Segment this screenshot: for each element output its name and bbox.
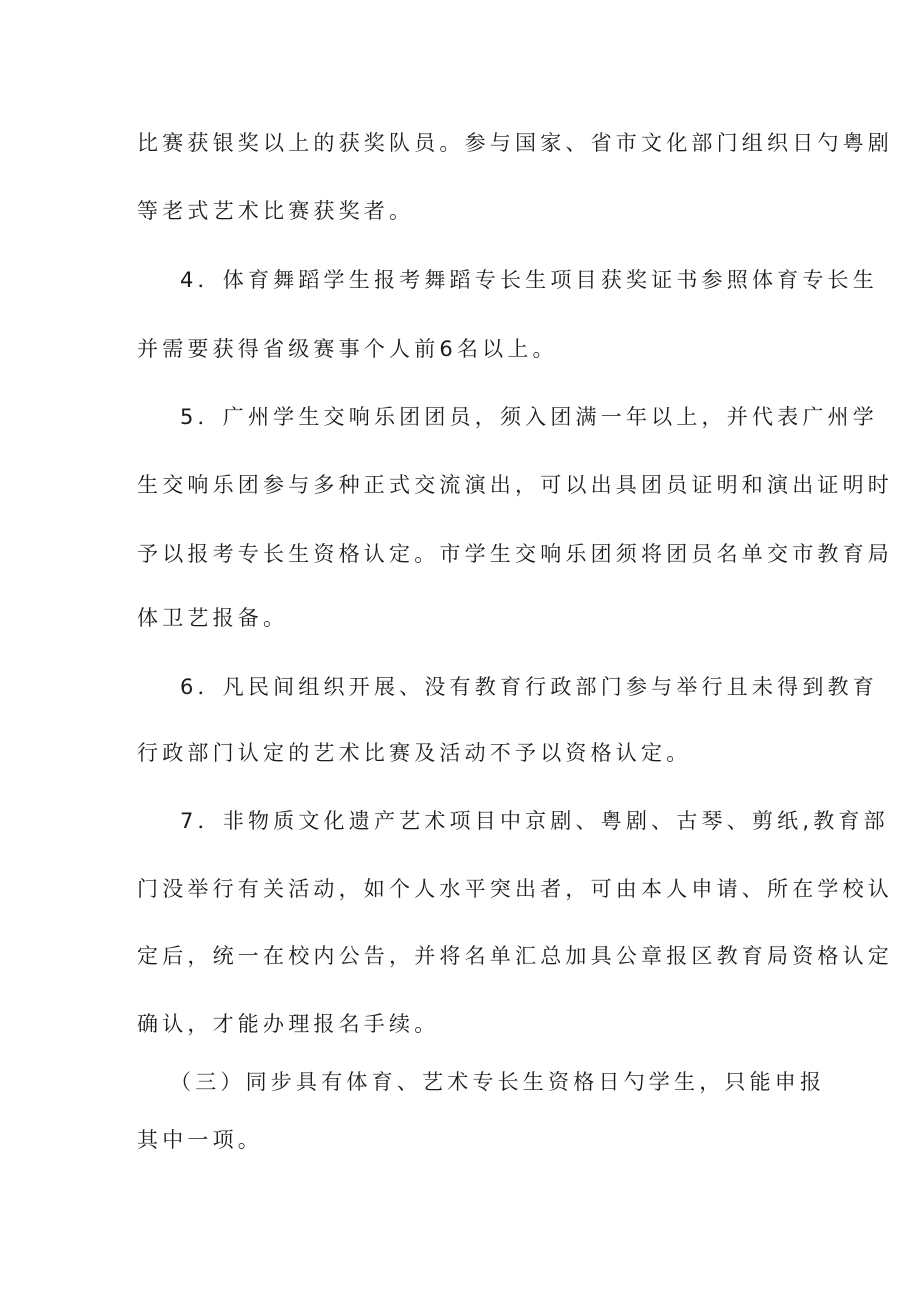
item-7-line-3: 定后，统一在校内公告，并将名单汇总加具公章报区教育局资格认定 — [137, 944, 893, 968]
text-line-1: 比赛获银奖以上的获奖队员。参与国家、省市文化部门组织日勺粤剧 — [137, 131, 893, 155]
item-7-line-4: 确认，才能办理报名手续。 — [137, 1012, 440, 1036]
item-5-line-3: 予以报考专长生资格认定。市学生交响乐团须将团员名单交市教育局 — [137, 542, 893, 566]
item-4-line-1: 4．体育舞蹈学生报考舞蹈专长生项目获奖证书参照体育专长生 — [180, 268, 878, 292]
item-5-line-2: 生交响乐团参与多种正式交流演出，可以出具团员证明和演出证明时 — [137, 473, 893, 497]
text-line-2: 等老式艺术比赛获奖者。 — [137, 199, 415, 223]
section-3-line-1: （三）同步具有体育、艺术专长生资格日勺学生，只能申报 — [170, 1070, 826, 1094]
item-5-line-1: 5．广州学生交响乐团团员，须入团满一年以上，并代表广州学 — [180, 405, 878, 429]
item-6-line-1: 6．凡民间组织开展、没有教育行政部门参与举行且未得到教育 — [180, 675, 878, 699]
item-5-line-4: 体卫艺报备。 — [137, 606, 289, 630]
section-3-line-2: 其中一项。 — [137, 1128, 263, 1152]
item-7-line-2: 门没举行有关活动，如个人水平突出者，可由本人申请、所在学校认 — [137, 877, 893, 901]
item-6-line-2: 行政部门认定的艺术比赛及活动不予以资格认定。 — [137, 741, 692, 765]
item-4-line-2: 并需要获得省级赛事个人前6名以上。 — [137, 337, 558, 361]
item-7-line-1: 7．非物质文化遗产艺术项目中京剧、粤剧、古琴、剪纸,教育部 — [180, 809, 889, 833]
